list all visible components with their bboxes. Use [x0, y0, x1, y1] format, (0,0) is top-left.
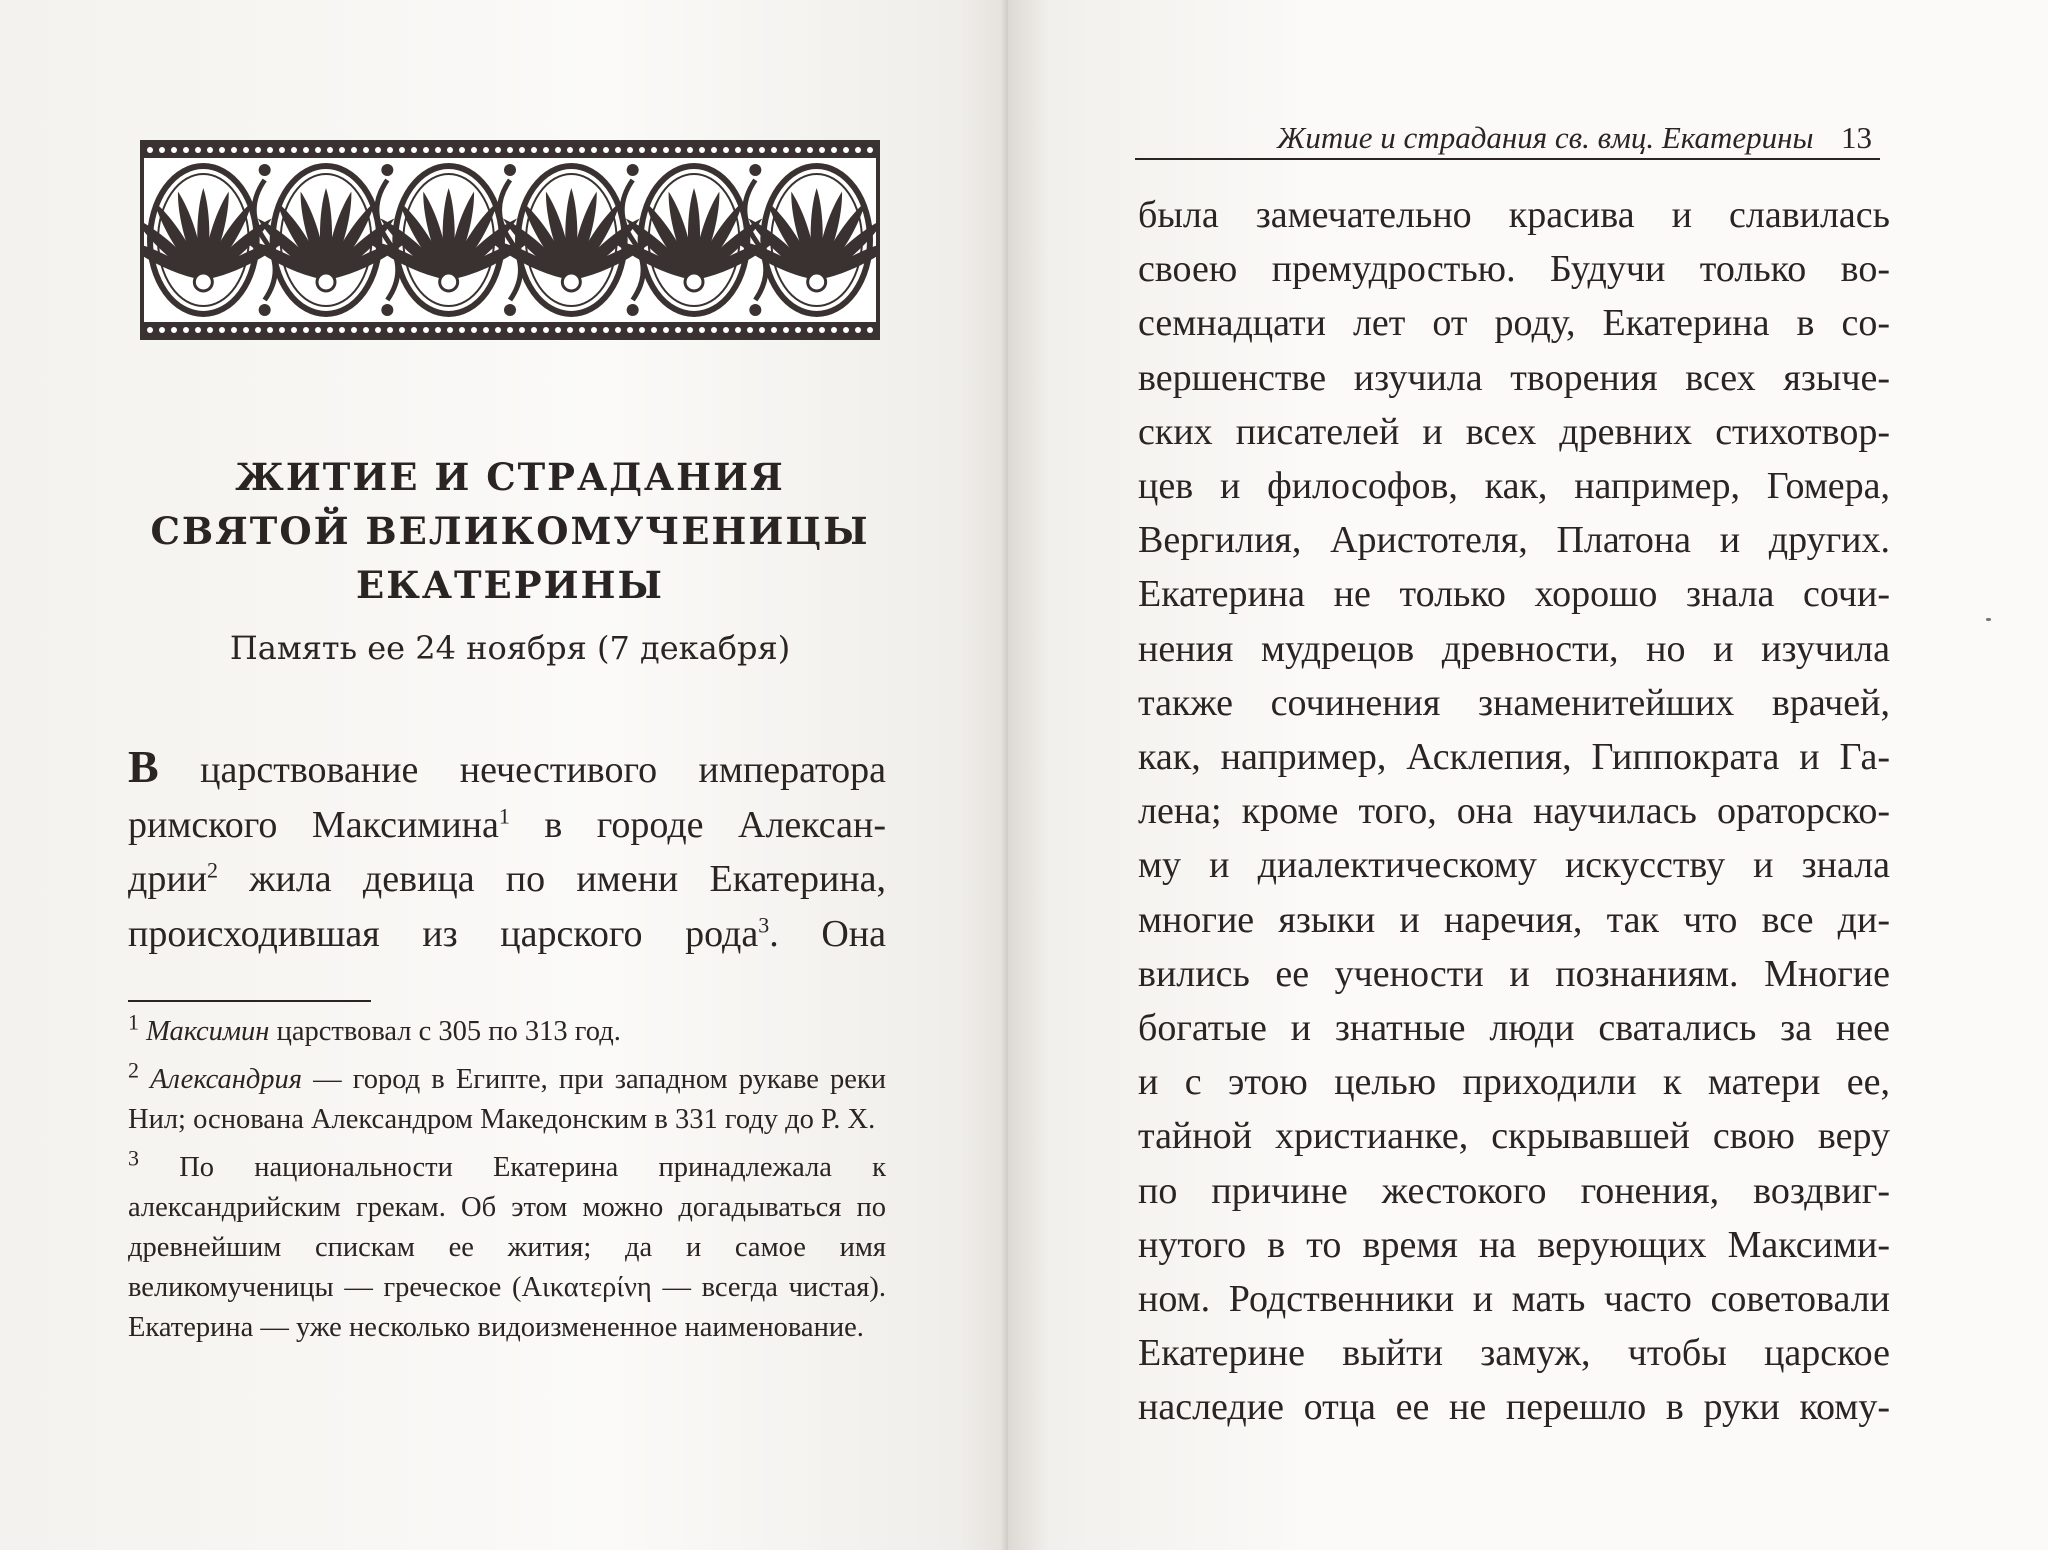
text-line: Вергилия, Аристотеля, Платона и других.	[1138, 519, 1890, 562]
drop-cap: В	[128, 741, 159, 792]
footnote-ref: 1	[498, 802, 510, 828]
left-page	[0, 0, 1008, 1550]
footnote-ref: 3	[758, 911, 770, 937]
ornamental-header-band	[140, 140, 880, 340]
text-line: тайной христианке, скрывавшей свою веру	[1138, 1115, 1890, 1158]
title-line: ЕКАТЕРИНЫ	[356, 563, 664, 607]
text-line: происходившая из царского рода$^3$. Она	[128, 911, 886, 955]
title-line: ЖИТИЕ И СТРАДАНИЯ	[235, 455, 785, 499]
page-number: 13	[1841, 120, 1872, 155]
text-line: нения мудрецов древности, но и изучила	[1138, 627, 1890, 670]
footnote: $^2$ Александрия — город в Египте, при западном рукаве реки Нил; основана Александром Македонским в 331 году до Р. Х.	[128, 1057, 886, 1135]
text-line: была замечательно красива и славилась	[1138, 194, 1890, 236]
paper-speck	[1986, 618, 1991, 621]
text-line: и с этою целью приходили к матери ее,	[1138, 1061, 1890, 1104]
text-line: вершенстве изучила творения всех языче-	[1138, 356, 1890, 399]
footnote-divider	[128, 1000, 371, 1002]
text-line: В царствование нечестивого императора	[128, 741, 886, 792]
text-line: Екатерина не только хорошо знала сочи-	[1138, 573, 1890, 616]
text-line: нутого в то время на верующих Максими-	[1138, 1223, 1890, 1266]
footnote-ref: 2	[207, 857, 219, 883]
text-line: как, например, Асклепия, Гиппократа и Га-	[1138, 736, 1890, 779]
text-line: му и диалектическому искусству и знала	[1138, 844, 1890, 887]
footnote: $^1$ Максимин царствовал с 305 по 313 год.	[128, 1009, 621, 1047]
running-head	[1135, 118, 1880, 160]
text-line: наследие отца ее не перешло в руки кому-	[1138, 1386, 1890, 1429]
text-line: римского Максимина$^1$ в городе Алексан-	[128, 802, 886, 846]
text-line: ном. Родственники и мать часто советовали	[1138, 1278, 1890, 1321]
title-line: СВЯТОЙ ВЕЛИКОМУЧЕНИЦЫ	[150, 509, 870, 553]
running-head-title: Житие и страдания св. вмц. Екатерины	[1277, 120, 1814, 155]
text-line: ских писателей и всех древних стихотвор-	[1138, 410, 1890, 453]
text-line: цев и философов, как, например, Гомера,	[1138, 465, 1890, 508]
footnotes	[128, 1009, 886, 1348]
text-line: дрии$^2$ жила девица по имени Екатерина,	[128, 857, 886, 900]
left-body-text	[128, 740, 886, 961]
text-line: по причине жестокого гонения, воздвиг-	[1138, 1169, 1890, 1212]
text-line: вились ее учености и познаниям. Многие	[1138, 952, 1890, 995]
footnote: $^3$ По национальности Екатерина принадлежала к александрийским грекам. Об этом можно догадываться по древнейшим спискам ее жития; да и самое имя великомученицы — греческое (Αικατερίνη — всегда чистая). Екатерина — уже несколько видоизмененное наименование.	[128, 1145, 886, 1343]
text-line: лена; кроме того, она научилась ораторско-	[1138, 790, 1890, 833]
commemoration-date: Память ее 24 ноября (7 декабря)	[229, 629, 791, 667]
text-line: богатые и знатные люди сватались за нее	[1138, 1007, 1890, 1050]
text-line: Екатерине выйти замуж, чтобы царское	[1138, 1332, 1890, 1375]
right-body-text	[1138, 188, 1890, 1435]
text-line: также сочинения знаменитейших врачей,	[1138, 681, 1890, 724]
chapter-title	[140, 450, 880, 670]
text-line: семнадцати лет от роду, Екатерина в со-	[1138, 302, 1890, 345]
text-line: многие языки и наречия, так что все ди-	[1138, 898, 1890, 941]
text-line: своею премудростью. Будучи только во-	[1138, 248, 1890, 291]
